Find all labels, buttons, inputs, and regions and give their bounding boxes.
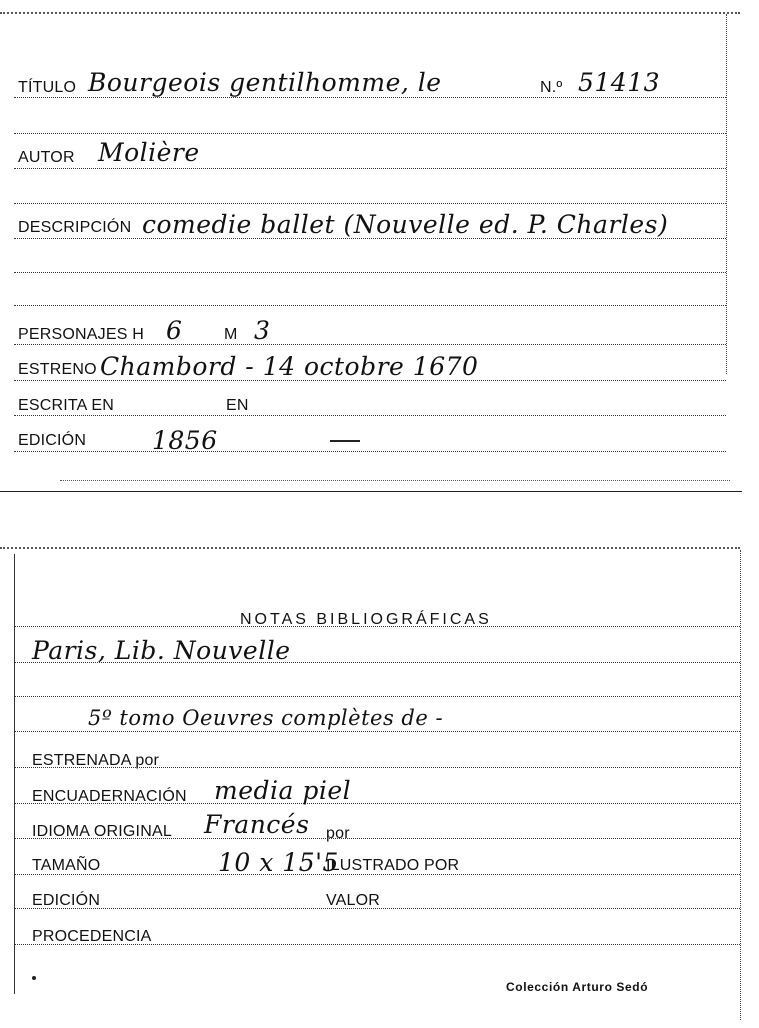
numero-label: N.º bbox=[540, 79, 563, 96]
card-bottom-edge bbox=[0, 547, 740, 549]
escrita-line bbox=[14, 415, 726, 416]
escrita-en-label: EN bbox=[226, 397, 249, 414]
encuadernacion-line bbox=[14, 803, 740, 804]
estrenada-label: ESTRENADA por bbox=[32, 752, 160, 769]
edicion-line bbox=[14, 451, 726, 452]
notas-line bbox=[14, 696, 740, 697]
notas-line2: 5º tomo Oeuvres complètes de - bbox=[88, 706, 444, 730]
ink-speck bbox=[32, 976, 36, 980]
catalog-card-notes bbox=[0, 540, 759, 1028]
encuadernacion-value: media piel bbox=[214, 776, 352, 805]
card-right-border bbox=[740, 550, 741, 1020]
estreno-value: Chambord - 14 octobre 1670 bbox=[100, 352, 479, 381]
procedencia-label: PROCEDENCIA bbox=[32, 928, 152, 945]
edicion-value: 1856 bbox=[152, 426, 218, 455]
edicion-label: EDICIÓN bbox=[18, 432, 87, 449]
pen-stroke bbox=[330, 440, 360, 442]
tamano-value: 10 x 15'5 bbox=[218, 848, 339, 877]
row-line bbox=[14, 133, 726, 134]
encuadernacion-label: ENCUADERNACIÓN bbox=[32, 788, 187, 805]
procedencia-line bbox=[14, 944, 740, 945]
card-left-border bbox=[14, 554, 15, 994]
notas-line1: Paris, Lib. Nouvelle bbox=[32, 636, 291, 665]
card-top-edge bbox=[0, 12, 740, 14]
estrenada-line bbox=[14, 767, 740, 768]
collection-footer: Colección Arturo Sedó bbox=[506, 980, 649, 994]
tamano-line bbox=[14, 874, 740, 875]
numero-value: 51413 bbox=[578, 68, 661, 97]
personajes-line bbox=[14, 344, 726, 345]
card-separator bbox=[0, 491, 742, 492]
idioma-label: IDIOMA ORIGINAL bbox=[32, 823, 172, 840]
notas-title: NOTAS BIBLIOGRÁFICAS bbox=[240, 611, 492, 628]
personajes-h-label: PERSONAJES H bbox=[18, 326, 144, 343]
titulo-label: TÍTULO bbox=[18, 79, 77, 96]
card-right-border bbox=[726, 14, 727, 374]
edicion2-label: EDICIÓN bbox=[32, 892, 101, 909]
idioma-value: Francés bbox=[204, 810, 310, 839]
estreno-line bbox=[14, 380, 726, 381]
row-line bbox=[14, 203, 726, 204]
estreno-label: ESTRENO bbox=[18, 361, 97, 378]
idioma-por-label: por bbox=[326, 825, 350, 842]
descripcion-value: comedie ballet (Nouvelle ed. P. Charles) bbox=[142, 210, 669, 239]
titulo-value: Bourgeois gentilhomme, le bbox=[88, 68, 442, 97]
autor-value: Molière bbox=[98, 138, 200, 167]
personajes-m-value: 3 bbox=[254, 316, 271, 345]
personajes-h-value: 6 bbox=[166, 316, 183, 345]
escrita-label: ESCRITA EN bbox=[18, 397, 114, 414]
descripcion-line bbox=[14, 238, 726, 239]
autor-label: AUTOR bbox=[18, 149, 75, 166]
notas-title-line bbox=[14, 626, 740, 627]
ilustrado-label: ILUSTRADO POR bbox=[326, 857, 460, 874]
blank-line bbox=[14, 305, 726, 306]
descripcion-label: DESCRIPCIÓN bbox=[18, 219, 132, 236]
valor-label: VALOR bbox=[326, 892, 381, 909]
scan-noise bbox=[60, 480, 730, 481]
tamano-label: TAMAÑO bbox=[32, 857, 101, 874]
autor-line bbox=[14, 168, 726, 169]
titulo-line bbox=[14, 97, 726, 98]
blank-line bbox=[14, 272, 726, 273]
edicion2-line bbox=[14, 908, 740, 909]
catalog-card-main bbox=[0, 0, 759, 492]
idioma-line bbox=[14, 838, 740, 839]
notas-line bbox=[14, 662, 740, 663]
personajes-m-label: M bbox=[224, 326, 238, 343]
notas-line bbox=[14, 731, 740, 732]
